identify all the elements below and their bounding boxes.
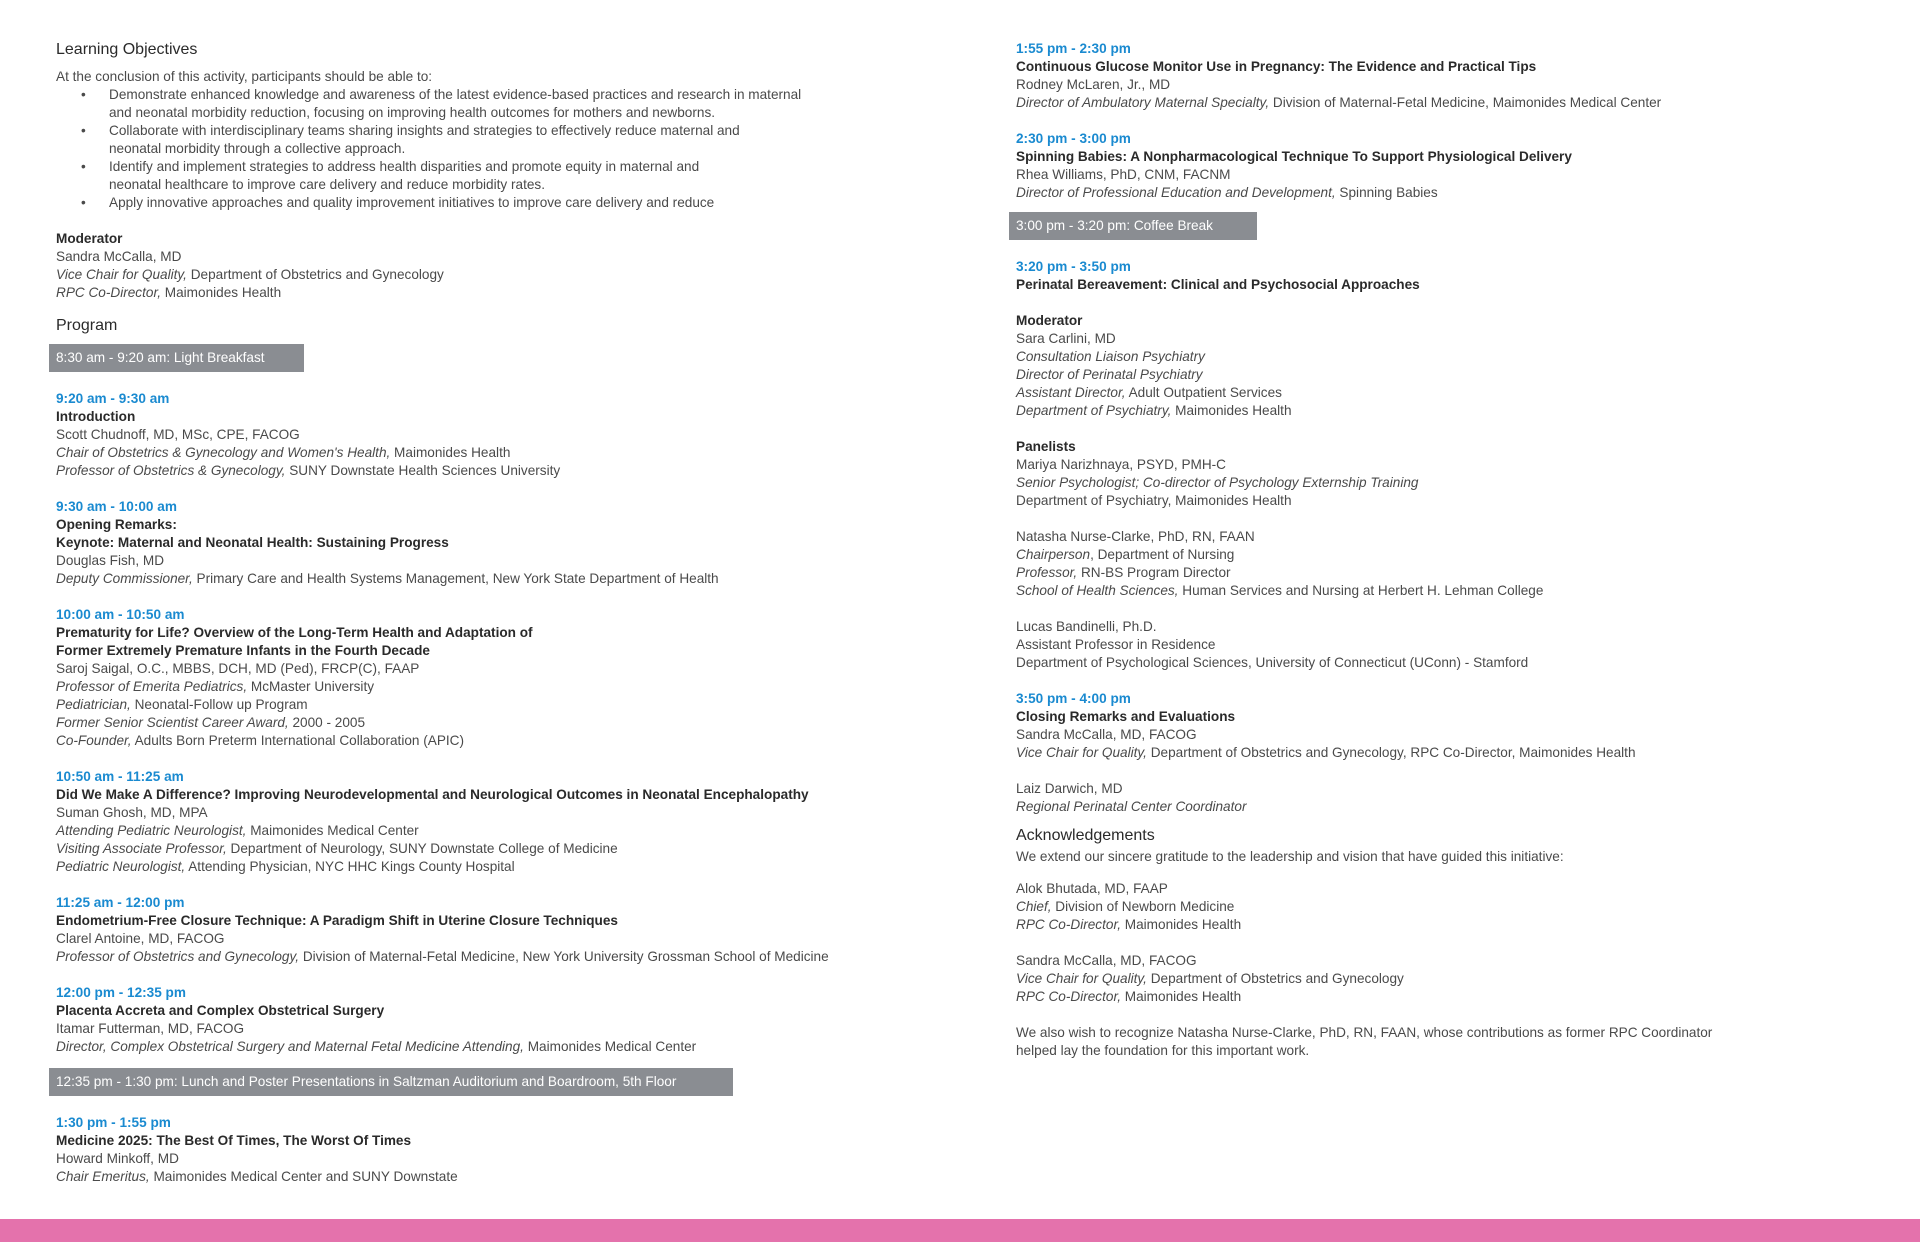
session-title: Opening Remarks: — [56, 517, 177, 532]
panelists-block — [1016, 438, 1896, 510]
moderator-title: Department of Psychiatry, Maimonides Health — [1016, 403, 1292, 418]
panelist-title: School of Health Sciences, Human Services and Nursing at Herbert H. Lehman College — [1016, 583, 1544, 598]
session-title: Did We Make A Difference? Improving Neurodevelopmental and Neurological Outcomes in Neonatal Encephalopathy — [56, 787, 809, 802]
right-column — [1016, 40, 1896, 1060]
moderator-label: Moderator — [1016, 313, 1083, 328]
session-title: Introduction — [56, 409, 136, 424]
panelist-block — [1016, 528, 1896, 600]
moderator-title: RPC Co-Director, Maimonides Health — [56, 285, 282, 300]
session-time: 1:55 pm - 2:30 pm — [1016, 41, 1131, 56]
objective-item: • Collaborate with interdisciplinary teams sharing insights and strategies to effectively reduce maternal and neonatal morbidity through a collective approach. — [109, 122, 956, 158]
speaker-title: Former Senior Scientist Career Award, 2000 - 2005 — [56, 715, 366, 730]
footer-band — [0, 1219, 1920, 1242]
learning-objectives-intro: At the conclusion of this activity, participants should be able to: — [56, 69, 433, 84]
session-item — [56, 606, 956, 750]
speaker-name: Douglas Fish, MD — [56, 553, 165, 568]
panelist-name: Lucas Bandinelli, Ph.D. — [1016, 619, 1157, 634]
learning-objectives-heading: Learning Objectives — [56, 41, 198, 58]
acknowledgements-intro: We extend our sincere gratitude to the leadership and vision that have guided this initiative: — [1016, 849, 1564, 864]
session-title: Spinning Babies: A Nonpharmacological Technique To Support Physiological Delivery — [1016, 149, 1572, 164]
moderator-title: Vice Chair for Quality, Department of Obstetrics and Gynecology — [56, 267, 444, 282]
panelists-label: Panelists — [1016, 439, 1076, 454]
speaker-title: Deputy Commissioner, Primary Care and Health Systems Management, New York State Department of Health — [56, 571, 719, 586]
speaker-title: Co-Founder, Adults Born Preterm International Collaboration (APIC) — [56, 733, 465, 748]
session-title: Medicine 2025: The Best Of Times, The Worst Of Times — [56, 1133, 412, 1148]
speaker-name: Rodney McLaren, Jr., MD — [1016, 77, 1171, 92]
moderator-title: Consultation Liaison Psychiatry — [1016, 349, 1205, 364]
acknowledgements-closing: We also wish to recognize Natasha Nurse-Clarke, PhD, RN, FAAN, whose contributions as former RPC Coordinator helped lay the foundation for this important work. — [1016, 1025, 1713, 1058]
session-time: 3:50 pm - 4:00 pm — [1016, 691, 1131, 706]
session-time: 1:30 pm - 1:55 pm — [56, 1115, 171, 1130]
session-item — [1016, 130, 1896, 202]
speaker-title: Pediatric Neurologist, Attending Physician, NYC HHC Kings County Hospital — [56, 859, 515, 874]
speaker-name: Suman Ghosh, MD, MPA — [56, 805, 208, 820]
objective-item: • Apply innovative approaches and quality improvement initiatives to improve care delivery and reduce — [109, 194, 956, 212]
left-column — [56, 40, 956, 1204]
session-item — [56, 390, 956, 480]
moderator-label: Moderator — [56, 231, 123, 246]
person-name: Sandra McCalla, MD, FACOG — [1016, 953, 1197, 968]
session-time: 10:50 am - 11:25 am — [56, 769, 184, 784]
session-title: Closing Remarks and Evaluations — [1016, 709, 1236, 724]
objectives-list — [56, 86, 956, 212]
speaker-title: Vice Chair for Quality, Department of Obstetrics and Gynecology, RPC Co-Director, Maimonides Health — [1016, 745, 1636, 760]
coordinator-name: Laiz Darwich, MD — [1016, 781, 1123, 796]
panelist-title: Senior Psychologist; Co-director of Psychology Externship Training — [1016, 475, 1419, 490]
session-item — [56, 768, 956, 876]
session-item — [56, 498, 956, 588]
speaker-name: Sandra McCalla, MD, FACOG — [1016, 727, 1197, 742]
moderator-title: Assistant Director, Adult Outpatient Services — [1016, 385, 1282, 400]
panelist-name: Natasha Nurse-Clarke, PhD, RN, FAAN — [1016, 529, 1255, 544]
panelist-title: Professor, RN-BS Program Director — [1016, 565, 1231, 580]
session-title: Endometrium-Free Closure Technique: A Paradigm Shift in Uterine Closure Techniques — [56, 913, 618, 928]
session-time: 12:00 pm - 12:35 pm — [56, 985, 186, 1000]
moderator-title: Director of Perinatal Psychiatry — [1016, 367, 1203, 382]
coffee-bar: 3:00 pm - 3:20 pm: Coffee Break — [1009, 212, 1257, 240]
program-heading: Program — [56, 317, 118, 334]
session-title: Perinatal Bereavement: Clinical and Psychosocial Approaches — [1016, 277, 1420, 292]
bereavement-moderator-block — [1016, 312, 1896, 420]
moderator-name: Sandra McCalla, MD — [56, 249, 182, 264]
person-title: Vice Chair for Quality, Department of Obstetrics and Gynecology — [1016, 971, 1404, 986]
panelist-block — [1016, 618, 1896, 672]
session-item — [1016, 690, 1896, 762]
acknowledgements-heading: Acknowledgements — [1016, 827, 1155, 844]
objective-item: • Demonstrate enhanced knowledge and awareness of the latest evidence-based practices and research in maternal and neonatal morbidity reduction, focusing on improving health outcomes for mothers and newborns. — [109, 86, 956, 122]
acknowledged-person — [1016, 880, 1896, 934]
speaker-name: Rhea Williams, PhD, CNM, FACNM — [1016, 167, 1231, 182]
person-name: Alok Bhutada, MD, FAAP — [1016, 881, 1168, 896]
speaker-title: Chair of Obstetrics & Gynecology and Women's Health, Maimonides Health — [56, 445, 511, 460]
speaker-title: Director of Ambulatory Maternal Specialty, Division of Maternal-Fetal Medicine, Maimonides Medical Center — [1016, 95, 1662, 110]
session-title: Continuous Glucose Monitor Use in Pregnancy: The Evidence and Practical Tips — [1016, 59, 1537, 74]
speaker-title: Professor of Obstetrics & Gynecology, SUNY Downstate Health Sciences University — [56, 463, 561, 478]
objective-item: • Identify and implement strategies to address health disparities and promote equity in maternal and neonatal healthcare to improve care delivery and reduce morbidity rates. — [109, 158, 956, 194]
panelist-title: Assistant Professor in Residence — [1016, 637, 1216, 652]
session-time: 10:00 am - 10:50 am — [56, 607, 185, 622]
person-title: Chief, Division of Newborn Medicine — [1016, 899, 1235, 914]
session-time: 9:20 am - 9:30 am — [56, 391, 170, 406]
coordinator-title: Regional Perinatal Center Coordinator — [1016, 799, 1247, 814]
speaker-title: Professor of Obstetrics and Gynecology, Division of Maternal-Fetal Medicine, New York University Grossman School of Medicine — [56, 949, 829, 964]
session-item — [56, 1114, 956, 1186]
panelist-title: Department of Psychiatry, Maimonides Health — [1016, 493, 1292, 508]
session-title: Former Extremely Premature Infants in the Fourth Decade — [56, 643, 430, 658]
session-item — [1016, 40, 1896, 112]
panelist-title: Chairperson, Department of Nursing — [1016, 547, 1235, 562]
moderator-block — [56, 230, 956, 302]
session-title: Placenta Accreta and Complex Obstetrical Surgery — [56, 1003, 385, 1018]
lunch-bar: 12:35 pm - 1:30 pm: Lunch and Poster Presentations in Saltzman Auditorium and Boardroom, 5th Floor — [49, 1068, 733, 1096]
panelist-title: Department of Psychological Sciences, University of Connecticut (UConn) - Stamford — [1016, 655, 1529, 670]
session-item — [56, 984, 956, 1056]
speaker-title: Professor of Emerita Pediatrics, McMaster University — [56, 679, 375, 694]
session-title: Prematurity for Life? Overview of the Long-Term Health and Adaptation of — [56, 625, 533, 640]
session-item — [1016, 258, 1896, 294]
speaker-name: Howard Minkoff, MD — [56, 1151, 179, 1166]
speaker-title: Pediatrician, Neonatal-Follow up Program — [56, 697, 308, 712]
speaker-title: Chair Emeritus, Maimonides Medical Center and SUNY Downstate — [56, 1169, 458, 1184]
speaker-title: Attending Pediatric Neurologist, Maimonides Medical Center — [56, 823, 419, 838]
speaker-name: Scott Chudnoff, MD, MSc, CPE, FACOG — [56, 427, 300, 442]
session-title: Keynote: Maternal and Neonatal Health: Sustaining Progress — [56, 535, 449, 550]
session-time: 2:30 pm - 3:00 pm — [1016, 131, 1131, 146]
coordinator-block — [1016, 780, 1896, 816]
panelist-name: Mariya Narizhnaya, PSYD, PMH-C — [1016, 457, 1226, 472]
session-item — [56, 894, 956, 966]
speaker-title: Director of Professional Education and Development, Spinning Babies — [1016, 185, 1438, 200]
speaker-title: Director, Complex Obstetrical Surgery and Maternal Fetal Medicine Attending, Maimonides Medical Center — [56, 1039, 697, 1054]
breakfast-bar: 8:30 am - 9:20 am: Light Breakfast — [49, 344, 304, 372]
person-title: RPC Co-Director, Maimonides Health — [1016, 989, 1242, 1004]
acknowledged-person — [1016, 952, 1896, 1006]
moderator-name: Sara Carlini, MD — [1016, 331, 1116, 346]
session-time: 9:30 am - 10:00 am — [56, 499, 177, 514]
speaker-name: Clarel Antoine, MD, FACOG — [56, 931, 225, 946]
session-time: 3:20 pm - 3:50 pm — [1016, 259, 1131, 274]
speaker-title: Visiting Associate Professor, Department of Neurology, SUNY Downstate College of Medicine — [56, 841, 618, 856]
session-time: 11:25 am - 12:00 pm — [56, 895, 185, 910]
person-title: RPC Co-Director, Maimonides Health — [1016, 917, 1242, 932]
speaker-name: Saroj Saigal, O.C., MBBS, DCH, MD (Ped), FRCP(C), FAAP — [56, 661, 420, 676]
speaker-name: Itamar Futterman, MD, FACOG — [56, 1021, 245, 1036]
